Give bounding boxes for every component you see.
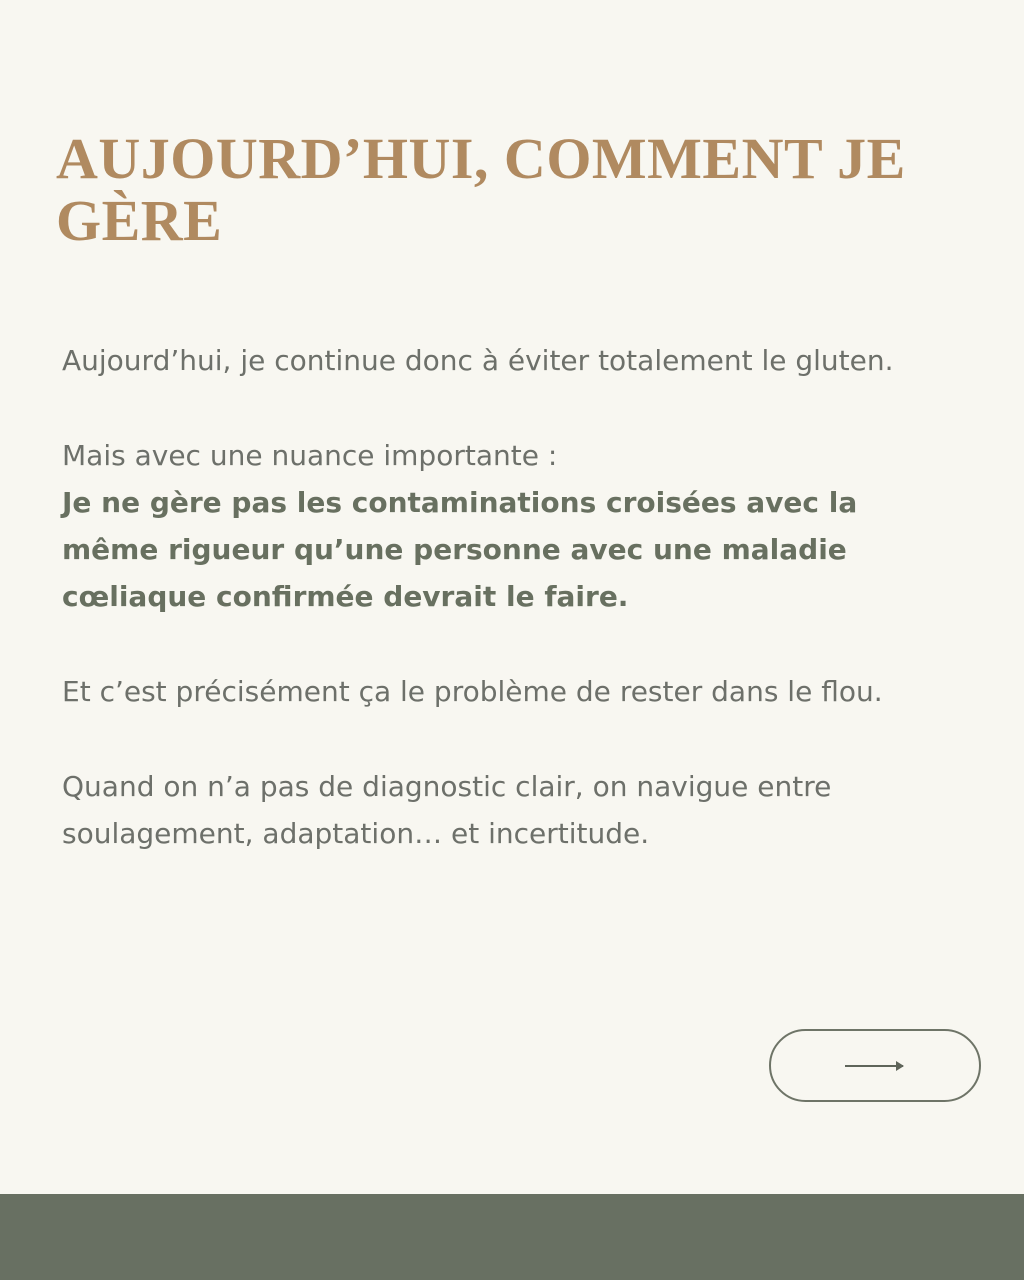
footer-bar	[0, 1194, 1024, 1280]
paragraph-diagnostic: Quand on n’a pas de diagnostic clair, on navigue entre soulagement, adaptation… et incertitude.	[62, 770, 832, 850]
paragraph-nuance	[62, 432, 942, 620]
nuance-intro: Mais avec une nuance importante :	[62, 439, 558, 472]
page-title: AUJOURD’HUI, COMMENT JE GÈRE	[56, 126, 906, 253]
body-content	[62, 337, 942, 905]
paragraph-problem: Et c’est précisément ça le problème de rester dans le flou.	[62, 675, 883, 708]
paragraph-gluten: Aujourd’hui, je continue donc à éviter totalement le gluten.	[62, 344, 894, 377]
arrow-right-icon	[843, 1058, 907, 1074]
next-slide-button[interactable]	[769, 1029, 981, 1102]
nuance-highlight: Je ne gère pas les contaminations croisées avec la même rigueur qu’une personne avec une maladie cœliaque confirmée devrait le faire.	[62, 486, 858, 613]
